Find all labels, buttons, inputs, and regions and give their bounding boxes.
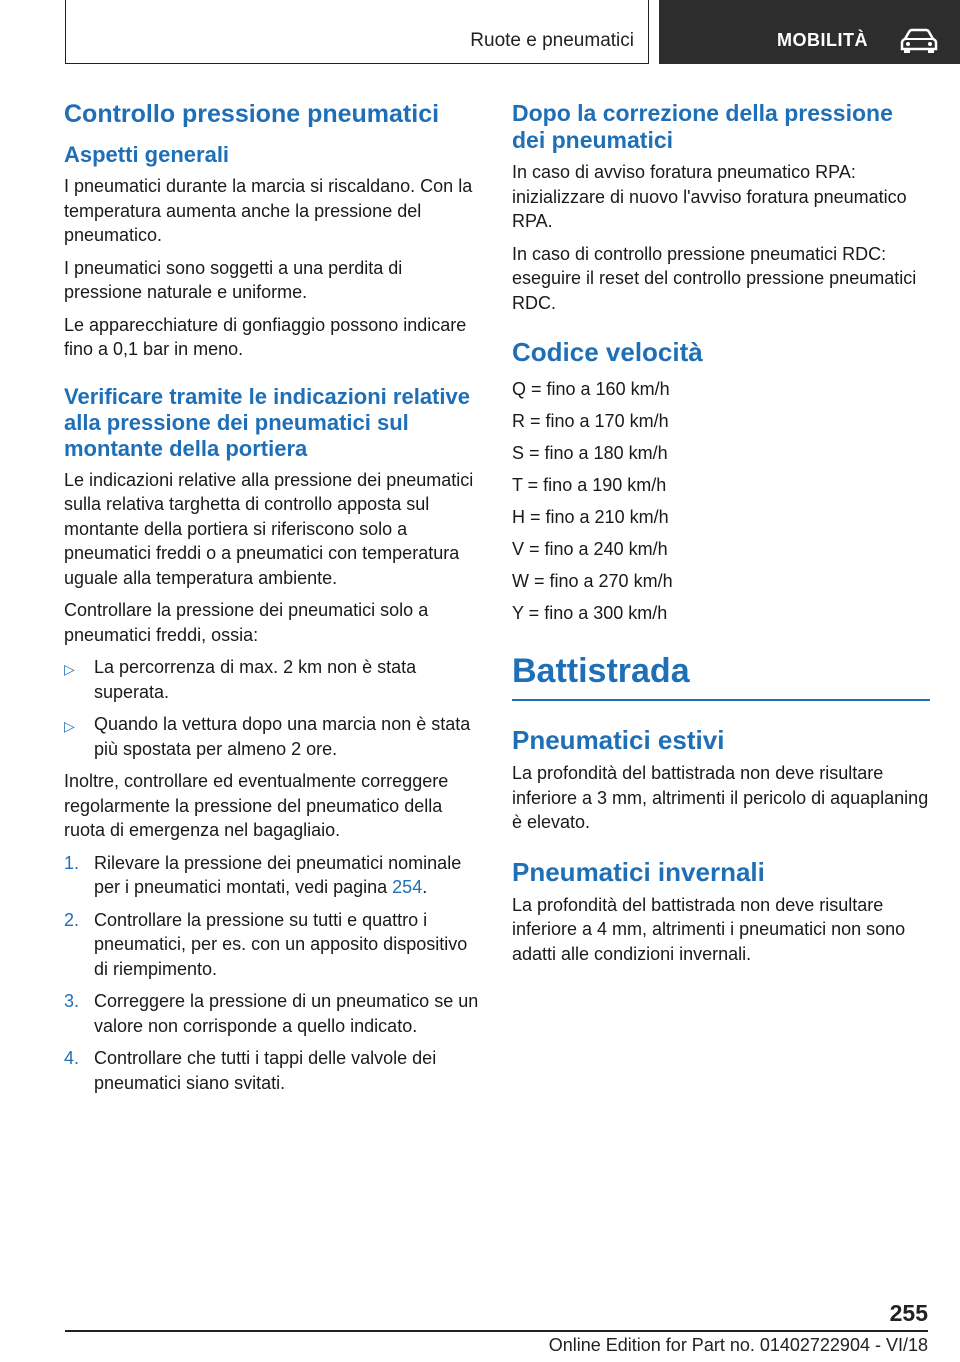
triangle-bullet-icon: ▷ [64, 718, 75, 734]
speed-code-line: R = fino a 170 km/h [512, 411, 669, 431]
chapter-tab[interactable] [659, 0, 960, 64]
heading-verify-door-pillar: Verificare tramite le indicazioni relative alla pressione dei pneumatici sul montante della portiera [64, 383, 470, 461]
heading-tire-pressure-check: Controllo pressione pneumatici [64, 100, 440, 128]
heading-tread: Battistrada [512, 651, 930, 701]
speed-code-line: Y = fino a 300 km/h [512, 603, 668, 623]
speed-code-line: Q = fino a 160 km/h [512, 379, 670, 399]
paragraph: Controllare la pressione dei pneumatici solo a pneumatici freddi, ossia: [64, 600, 429, 645]
edition-footer: Online Edition for Part no. 01402722904 - VI/18 [548, 1335, 928, 1355]
step-text: Controllare la pressione su tutti e quattro i pneumatici, per es. con un apposito dispositivo di riempimento. [94, 909, 468, 979]
step-number: 2. [64, 909, 80, 930]
paragraph: I pneumatici durante la marcia si riscaldano. Con la temperatura aumenta anche la pressione del pneumatico. [64, 176, 473, 245]
step-number: 4. [64, 1048, 80, 1068]
header-section-box [65, 0, 649, 64]
list-item-text: La percorrenza di max. 2 km non è stata superata. [94, 657, 417, 702]
paragraph: Le apparecchiature di gonfiaggio possono indicare fino a 0,1 bar in meno. [64, 314, 467, 359]
step-text: Rilevare la pressione dei pneumatici nominale per i pneumatici montati, vedi pagina 254. [94, 852, 462, 897]
heading-summer-tires: Pneumatici estivi [512, 725, 725, 755]
heading-after-correction: Dopo la correzione della pressione dei pneumatici [512, 100, 893, 153]
paragraph: In caso di controllo pressione pneumatici RDC: eseguire il reset del controllo pressione pneumatici RDC. [512, 243, 917, 313]
step-item [64, 851, 480, 900]
paragraph: La profondità del battistrada non deve risultare inferiore a 4 mm, altrimenti i pneumatici non sono adatti alle condizioni invernali. [512, 894, 906, 964]
paragraph: Le indicazioni relative alla pressione dei pneumatici sulla relativa targhetta di controllo apposta sul montante della portiera si riferiscono solo a pneumatici freddi o a pneumatici con temperatura uguale alla temperatura ambiente. [64, 469, 474, 588]
heading-speed-code: Codice velocità [512, 337, 703, 367]
speed-code-line: S = fino a 180 km/h [512, 443, 668, 463]
paragraph: La profondità del battistrada non deve risultare inferiore a 3 mm, altrimenti il pericolo di aquaplaning è elevato. [512, 763, 929, 832]
step-text: Controllare che tutti i tappi delle valvole dei pneumatici siano svitati. [94, 1048, 437, 1093]
heading-winter-tires: Pneumatici invernali [512, 856, 765, 887]
car-icon [899, 28, 939, 54]
speed-code-line: T = fino a 190 km/h [512, 475, 667, 495]
paragraph: I pneumatici sono soggetti a una perdita di pressione naturale e uniforme. [64, 257, 403, 302]
step-number: 3. [64, 991, 80, 1011]
paragraph: In caso di avviso foratura pneumatico RPA: inizializzare di nuovo l'avviso foratura pneumatico RPA. [512, 162, 907, 231]
step-item [64, 908, 480, 982]
speed-code-line: V = fino a 240 km/h [512, 539, 668, 559]
step-number: 1. [64, 852, 80, 873]
step-item [64, 989, 480, 1038]
speed-code-line: H = fino a 210 km/h [512, 507, 669, 527]
step-text: Correggere la pressione di un pneumatico se un valore non corrisponde a quello indicato. [94, 991, 479, 1036]
right-column [512, 100, 930, 974]
list-item-text: Quando la vettura dopo una marcia non è stata più spostata per almeno 2 ore. [94, 714, 471, 759]
speed-code-line: W = fino a 270 km/h [512, 571, 673, 591]
heading-general-aspects: Aspetti generali [64, 142, 230, 167]
page-number: 255 [889, 1300, 928, 1326]
paragraph: Inoltre, controllare ed eventualmente correggere regolarmente la pressione del pneumatico della ruota di emergenza nel bagagliaio. [64, 771, 449, 840]
chapter-tab-label: MOBILITÀ [777, 30, 868, 50]
list-item [64, 712, 480, 761]
list-item [64, 655, 480, 704]
page-link[interactable]: 254 [392, 877, 423, 897]
footer-divider [65, 1330, 928, 1332]
left-column [64, 100, 480, 1103]
triangle-bullet-icon: ▷ [64, 661, 75, 677]
section-title: Ruote e pneumatici [470, 30, 634, 51]
step-item [64, 1046, 480, 1095]
